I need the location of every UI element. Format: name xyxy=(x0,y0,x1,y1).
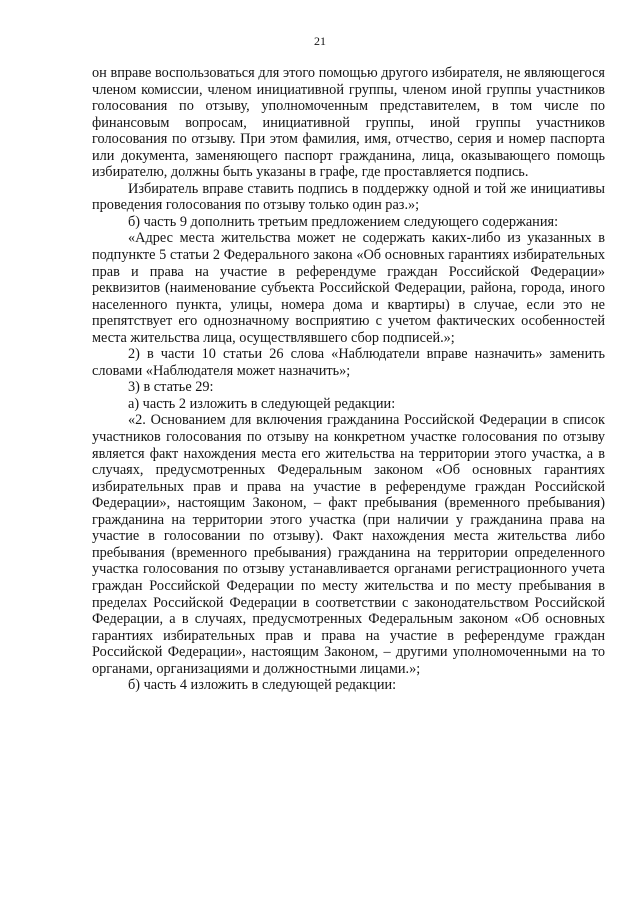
document-body xyxy=(92,65,605,694)
paragraph-part-2-new-wording: а) часть 2 изложить в следующей редакции: xyxy=(128,395,396,412)
paragraph-amend-article-26: 2) в части 10 статьи 26 слова «Наблюдатели вправе назначить» заменить словами «Наблюдателя может назначить»; xyxy=(92,346,605,379)
paragraph-signature-once: Избиратель вправе ставить подпись в поддержку одной и той же инициативы проведения голосования по отзыву только один раз.»; xyxy=(92,180,605,214)
page-number: 21 xyxy=(314,34,326,48)
paragraph-voter-list-basis: «2. Основанием для включения гражданина Российской Федерации в список участников голосования по отзыву на конкретном участке голосования по отзыву является факт нахождения места его жительства на территории этого участка, а в случаях, предусмотренных Федеральным законом «Об основных гарантиях избирательных прав и права на участие в референдуме граждан Российской Федерации», настоящим Законом, – факт пребывания (временного пребывания) гражданина на территории этого участка (при наличии у гражданина права на участие в голосовании по отзыву). Факт нахождения места жительства либо пребывания (временного пребывания) гражданина на территории определенного участка голосования по отзыву устанавливается органами регистрационного учета граждан Российской Федерации по месту жительства и по месту пребывания в пределах Российской Федерации в соответствии с законодательством Российской Федерации, а в случаях, предусмотренных Федеральным законом «Об основных гарантиях избирательных прав и права на участие в референдуме граждан Российской Федерации», настоящим Законом, – другими уполномоченными на то органами, организациями и должностными лицами.»; xyxy=(92,412,605,677)
paragraph-part-4-new-wording: б) часть 4 изложить в следующей редакции: xyxy=(128,677,397,694)
paragraph-article-29-heading: 3) в статье 29: xyxy=(128,379,214,396)
paragraph-amend-part-9: б) часть 9 дополнить третьим предложением следующего содержания: xyxy=(128,213,559,230)
paragraph-voter-assistance: он вправе воспользоваться для этого помощью другого избирателя, не являющегося членом комиссии, членом инициативной группы, членом иной группы участников голосования по отзыву, уполномоченным представителем, в том числе по финансовым вопросам, инициативной группы, иной группы участников голосования по отзыву. При этом фамилия, имя, отчество, серия и номер паспорта или документа, заменяющего паспорт гражданина, лица, оказывающего помощь избирателю, должны быть указаны в графе, где проставляется подпись. xyxy=(92,65,605,181)
paragraph-address-requirements: «Адрес места жительства может не содержать каких-либо из указанных в подпункте 5 статьи 2 Федерального закона «Об основных гарантиях избирательных прав и права на участие в референдуме граждан Российской Федерации» реквизитов (наименование субъекта Российской Федерации, района, города, иного населенного пункта, улицы, номера дома и квартиры) в случае, если это не препятствует его однозначному восприятию с учетом фактических особенностей места жительства лица, осуществлявшего сбор подписей.»; xyxy=(92,230,605,346)
